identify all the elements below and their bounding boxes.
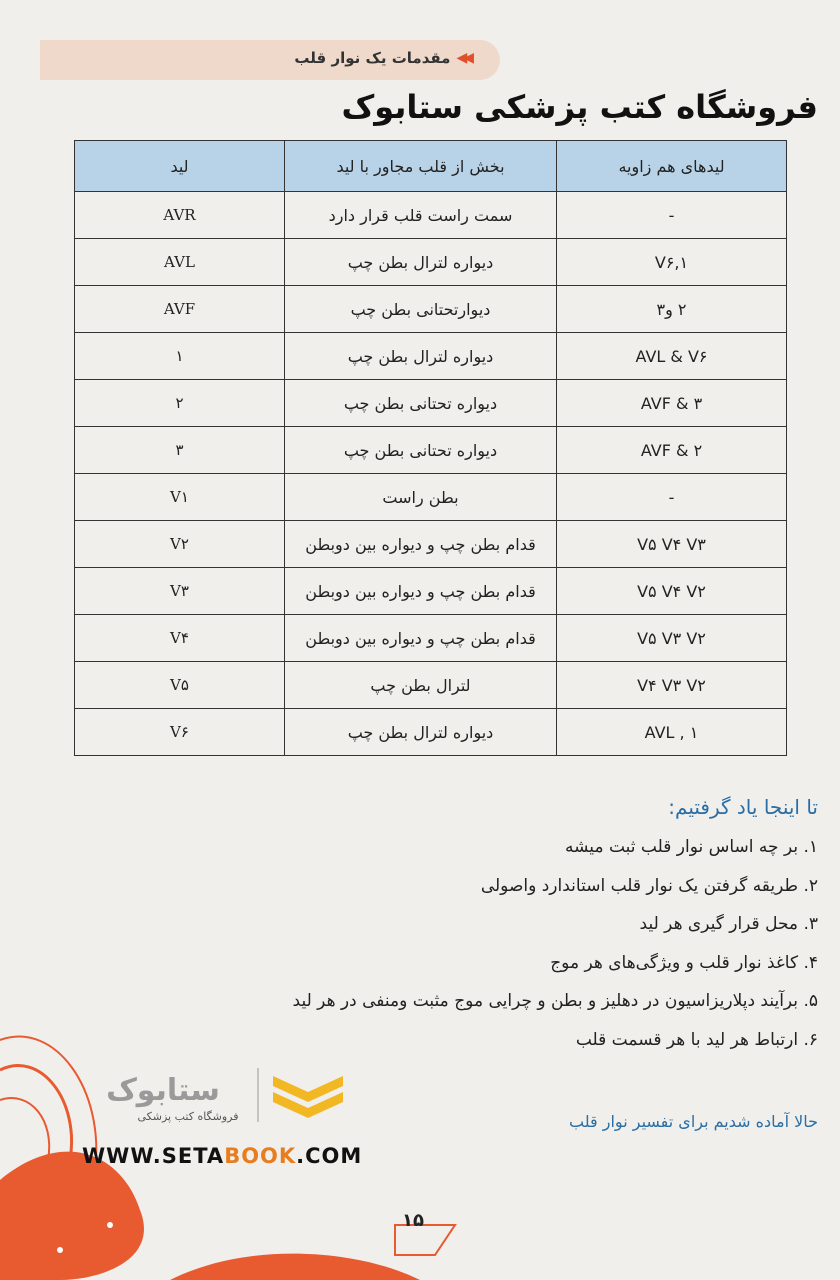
lead-cell: AVF [75, 286, 285, 333]
same-angle-leads-cell: - [557, 192, 787, 239]
lead-cell: V۶ [75, 709, 285, 756]
table-row [75, 380, 787, 427]
heart-region-cell: دیواره لترال بطن چپ [285, 239, 557, 286]
heart-region-cell: دیواره تحتانی بطن چپ [285, 427, 557, 474]
lead-cell: V۱ [75, 474, 285, 521]
same-angle-leads-cell: - [557, 474, 787, 521]
heart-region-cell: بطن راست [285, 474, 557, 521]
table-row [75, 333, 787, 380]
brand-logo-text: ستابوک [106, 1073, 220, 1108]
same-angle-leads-cell: V۵ V۴ V۲ [557, 568, 787, 615]
table-row [75, 474, 787, 521]
lead-cell: AVR [75, 192, 285, 239]
list-item: ۲. طریقه گرفتن یک نوار قلب استاندارد واصولی [480, 875, 818, 896]
lead-cell: V۵ [75, 662, 285, 709]
lead-cell: AVL [75, 239, 285, 286]
lead-cell: V۲ [75, 521, 285, 568]
list-item: ۴. کاغذ نوار قلب و ویژگی‌های هر موج [550, 952, 818, 973]
lead-table [74, 140, 787, 756]
heart-region-cell: دیوارتحتانی بطن چپ [285, 286, 557, 333]
same-angle-leads-cell: AVF & ۲ [557, 427, 787, 474]
lead-cell: ۳ [75, 427, 285, 474]
heart-region-cell: لترال بطن چپ [285, 662, 557, 709]
heart-region-cell: سمت راست قلب قرار دارد [285, 192, 557, 239]
lead-cell: V۴ [75, 615, 285, 662]
list-item: ۳. محل قرار گیری هر لید [639, 914, 818, 934]
heart-region-cell: دیواره لترال بطن چپ [285, 709, 557, 756]
page-number: ۱۵ [402, 1210, 424, 1231]
table-row [75, 286, 787, 333]
closing-line: حالا آماده شدیم برای تفسیر نوار قلب [569, 1112, 818, 1131]
brand-url: WWW.SETABOOK.COM [82, 1144, 363, 1168]
lead-cell: V۳ [75, 568, 285, 615]
same-angle-leads-cell: ۲ و۳ [557, 286, 787, 333]
header-cell: لید [75, 141, 285, 192]
list-item: ۵. برآیند دپلاریزاسیون در دهلیز و بطن و چرایی موج مثبت ومنفی در هر لید [292, 991, 818, 1011]
table-row [75, 239, 787, 286]
chapter-title: ◀◀ مقدمات یک نوار قلب [294, 49, 470, 67]
same-angle-leads-cell: V۶,۱ [557, 239, 787, 286]
heart-region-cell: دیواره لترال بطن چپ [285, 333, 557, 380]
table-header-row [75, 141, 787, 192]
list-item: ۶. ارتباط هر لید با هر قسمت قلب [575, 1029, 818, 1050]
same-angle-leads-cell: V۵ V۳ V۲ [557, 615, 787, 662]
table-row [75, 192, 787, 239]
table-row [75, 427, 787, 474]
same-angle-leads-cell: AVL & V۶ [557, 333, 787, 380]
heart-region-cell: قدام بطن چپ و دیواره بین دوبطن [285, 615, 557, 662]
table-row [75, 709, 787, 756]
stacked-chevrons-icon [273, 1076, 343, 1118]
table-row [75, 662, 787, 709]
lead-cell: ۱ [75, 333, 285, 380]
chapter-header-band [40, 40, 500, 80]
same-angle-leads-cell: ۱ , AVL [557, 709, 787, 756]
brand-tagline: فروشگاه کتب پزشکی [137, 1110, 239, 1123]
table-body [75, 192, 787, 756]
heart-region-cell: قدام بطن چپ و دیواره بین دوبطن [285, 521, 557, 568]
table-row [75, 521, 787, 568]
heart-region-cell: دیواره تحتانی بطن چپ [285, 380, 557, 427]
double-chevron-icon: ◀◀ [456, 50, 470, 66]
summary-title: تا اینجا یاد گرفتیم: [668, 795, 818, 819]
same-angle-leads-cell: V۵ V۴ V۳ [557, 521, 787, 568]
table-row [75, 568, 787, 615]
table-row [75, 615, 787, 662]
brand-logo [68, 1062, 358, 1128]
lead-cell: ۲ [75, 380, 285, 427]
store-watermark-title: فروشگاه کتب پزشکی ستابوک [341, 88, 818, 126]
heart-region-cell: قدام بطن چپ و دیواره بین دوبطن [285, 568, 557, 615]
same-angle-leads-cell: V۴ V۳ V۲ [557, 662, 787, 709]
list-item: ۱. بر چه اساس نوار قلب ثبت میشه [565, 837, 818, 857]
header-cell: بخش از قلب مجاور با لید [285, 141, 557, 192]
same-angle-leads-cell: AVF & ۳ [557, 380, 787, 427]
header-cell: لیدهای هم زاویه [557, 141, 787, 192]
